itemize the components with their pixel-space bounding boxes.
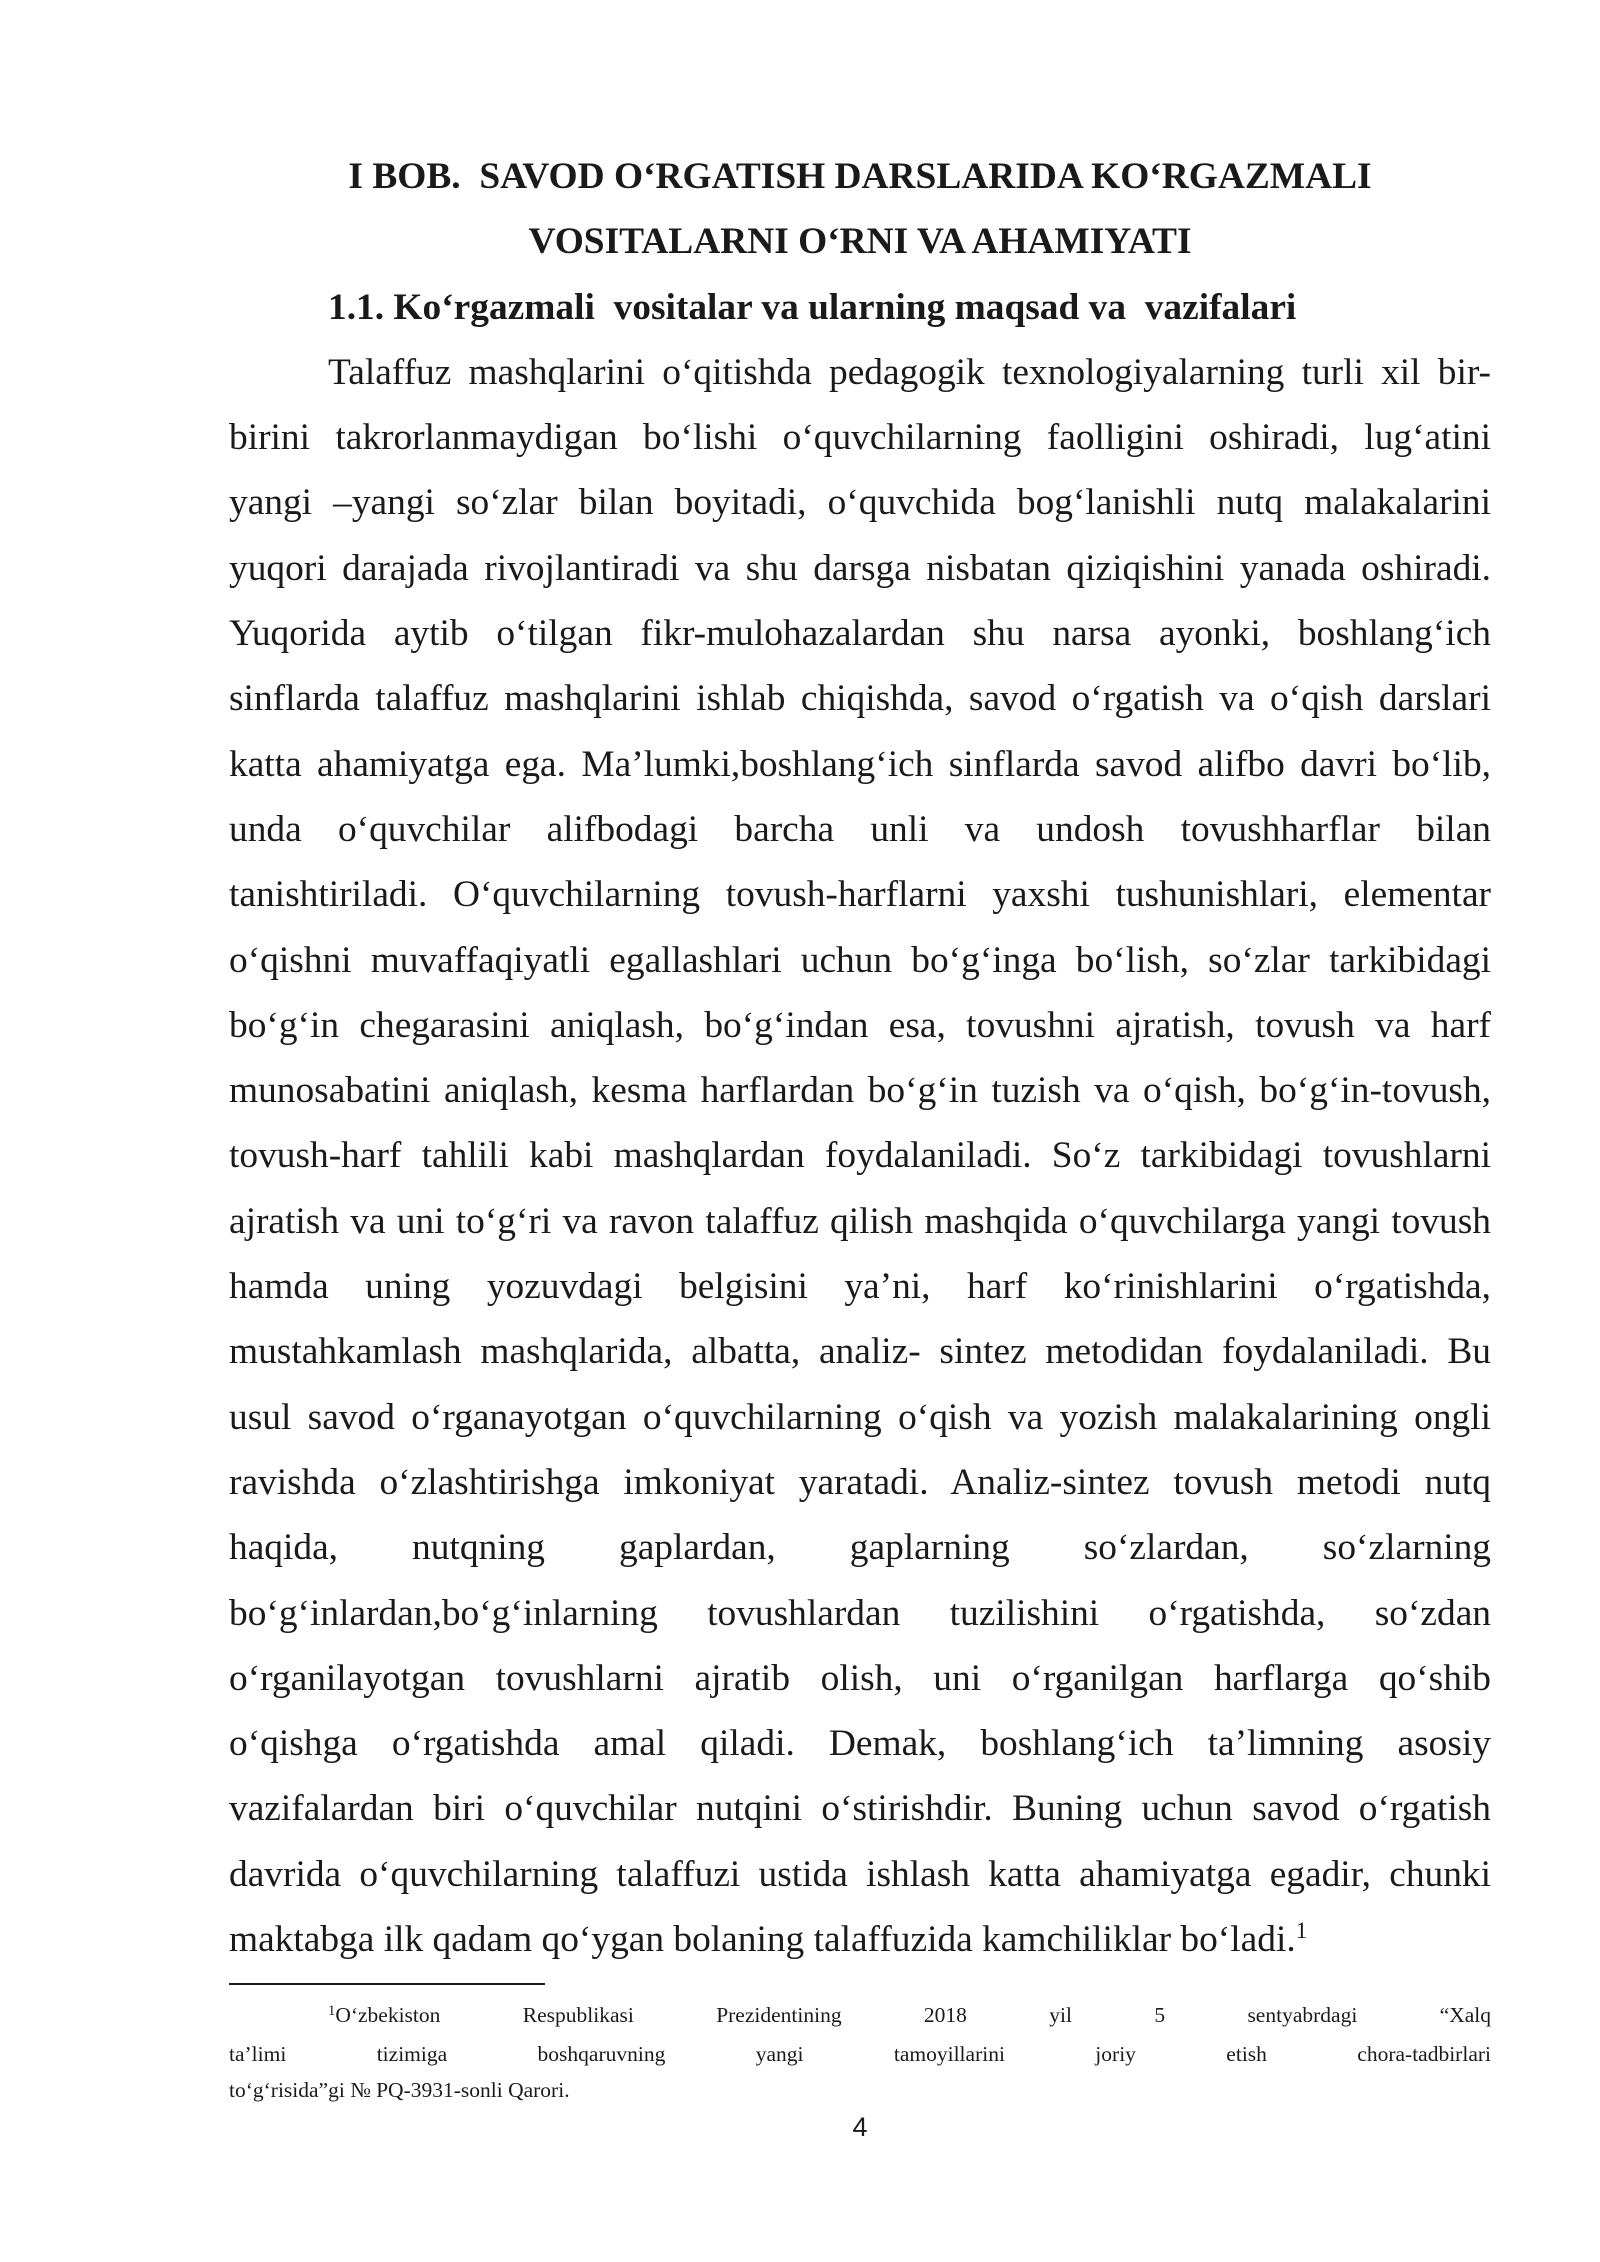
body-line: unda o‘quvchilar alifbodagi barcha unli va undosh tovushharflar bilan	[229, 808, 1491, 850]
body-line: katta ahamiyatga ega. Ma’lumki,boshlang‘ich sinflarda savod alifbo davri bo‘lib,	[229, 743, 1491, 785]
chapter-heading-line-1: I BOB. SAVOD O‘RGATISH DARSLARIDA KO‘RGAZMALI	[348, 156, 1372, 197]
chapter-heading-line-2: VOSITALARNI O‘RNI VA AHAMIYATI	[528, 221, 1192, 263]
body-line: ravishda o‘zlashtirishga imkoniyat yaratadi. Analiz-sintez tovush metodi nutq	[229, 1461, 1491, 1503]
body-line: bo‘g‘in chegarasini aniqlash, bo‘g‘indan esa, tovushni ajratish, tovush va harf	[229, 1004, 1491, 1046]
body-line: o‘qishga o‘rgatishda amal qiladi. Demak, boshlang‘ich ta’limning asosiy	[229, 1723, 1491, 1765]
body-line: Yuqorida aytib o‘tilgan fikr-mulohazalardan shu narsa ayonki, boshlang‘ich	[229, 613, 1491, 655]
body-line-last	[229, 1907, 1491, 1972]
body-line: Talaffuz mashqlarini o‘qitishda pedagogik texnologiyalarning turli xil bir-	[328, 351, 1491, 393]
footnote-line-text: O‘zbekiston Respublikasi Prezidentining 2018 yil 5 sentyabrdagi “Xalq	[335, 2003, 1491, 2027]
body-line: vazifalardan biri o‘quvchilar nutqini o‘stirishdir. Buning uchun savod o‘rgatish	[229, 1788, 1491, 1830]
footnote-line	[229, 1995, 1491, 2036]
footnote-reference: 1	[1295, 1918, 1308, 1945]
body-line: usul savod o‘rganayotgan o‘quvchilarning o‘qish va yozish malakalarining ongli	[229, 1396, 1491, 1438]
section-title: 1.1. Ko‘rgazmali vositalar va ularning maqsad va vazifalari	[328, 286, 1297, 328]
body-line: tanishtiriladi. O‘quvchilarning tovush-harflarni yaxshi tushunishlari, elementar	[229, 874, 1491, 916]
body-paragraph	[229, 340, 1491, 1972]
body-line: mustahkamlash mashqlarida, albatta, analiz- sintez metodidan foydalaniladi. Bu	[229, 1331, 1491, 1373]
body-line: tovush-harf tahlili kabi mashqlardan foydalaniladi. So‘z tarkibidagi tovushlarni	[229, 1135, 1491, 1177]
body-line: munosabatini aniqlash, kesma harflardan bo‘g‘in tuzish va o‘qish, bo‘g‘in-tovush,	[229, 1070, 1491, 1112]
footnote-line: to‘g‘risida”gi № PQ-3931-sonli Qarori.	[229, 2078, 570, 2102]
body-line: sinflarda talaffuz mashqlarini ishlab chiqishda, savod o‘rgatish va o‘qish darslari	[229, 678, 1491, 720]
page-number: 4	[852, 2112, 868, 2142]
body-line: o‘rganilayotgan tovushlarni ajratib olish, uni o‘rganilgan harflarga qo‘shib	[229, 1657, 1491, 1699]
body-line: yangi –yangi so‘zlar bilan boyitadi, o‘quvchida bog‘lanishli nutq malakalarini	[229, 482, 1491, 524]
footnote	[229, 1995, 1491, 2108]
body-line: o‘qishni muvaffaqiyatli egallashlari uchun bo‘g‘inga bo‘lish, so‘zlar tarkibidagi	[229, 939, 1491, 981]
body-line: ajratish va uni to‘g‘ri va ravon talaffuz qilish mashqida o‘quvchilarga yangi tovush	[229, 1200, 1491, 1242]
footnote-line: ta’limi tizimiga boshqaruvning yangi tamoyillarini joriy etish chora-tadbirlari	[229, 2042, 1491, 2066]
body-line-text: maktabga ilk qadam qo‘ygan bolaning talaffuzida kamchiliklar bo‘ladi.	[229, 1919, 1296, 1961]
body-line: hamda uning yozuvdagi belgisini ya’ni, harf ko‘rinishlarini o‘rgatishda,	[229, 1266, 1491, 1308]
main-text	[229, 144, 1491, 1972]
body-line: birini takrorlanmaydigan bo‘lishi o‘quvchilarning faolligini oshiradi, lug‘atini	[229, 417, 1491, 459]
body-line: yuqori darajada rivojlantiradi va shu darsga nisbatan qiziqishini yanada oshiradi.	[229, 547, 1491, 589]
footnote-separator	[229, 1983, 545, 1985]
body-line: haqida, nutqning gaplardan, gaplarning so‘zlardan, so‘zlarning	[229, 1527, 1491, 1569]
footnote-marker: 1	[328, 2002, 336, 2019]
body-line: bo‘g‘inlardan,bo‘g‘inlarning tovushlardan tuzilishini o‘rgatishda, so‘zdan	[229, 1592, 1491, 1634]
body-line: davrida o‘quvchilarning talaffuzi ustida ishlash katta ahamiyatga egadir, chunki	[229, 1853, 1491, 1895]
